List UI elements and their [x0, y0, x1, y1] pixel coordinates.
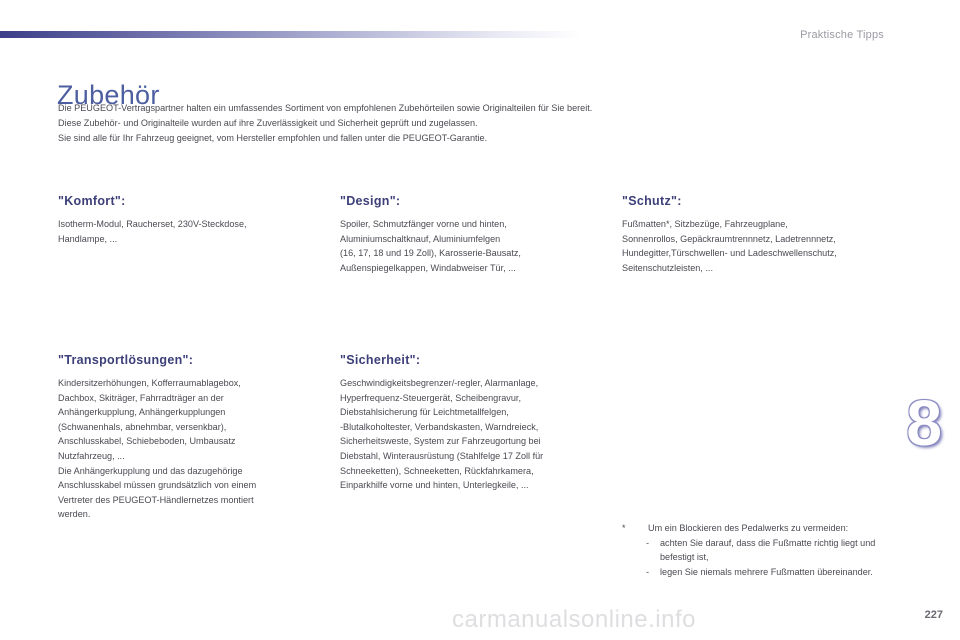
category-text: Geschwindigkeitsbegrenzer/-regler, Alarmanlage, Hyperfrequenz-Steuergerät, Scheibengravur, Diebstahlsicherung für Leichtmetallfelgen, -Blutalkoholtester, Verbandskasten, Warndreieck, Sicherheitsweste, System zur Fahrzeugortung bei Diebstahl, Winterausrüstung (Stahlfelge 17 Zoll für Schneeketten), Schneeketten, Rückfahrkamera, Einparkhilfe vorne und hinten, Unterlegkeile, ... — [340, 378, 544, 491]
page-title: Zubehör — [57, 80, 160, 111]
footnote-text: Um ein Blockieren des Pedalwerks zu vermeiden: — [648, 523, 849, 533]
category-komfort — [58, 194, 308, 246]
page-number: 227 — [924, 609, 943, 621]
intro-paragraph: Die PEUGEOT-Vertragspartner halten ein umfassendes Sortiment von empfohlenen Zubehörteilen sowie Originalteilen für Sie bereit. — [58, 103, 593, 113]
intro-paragraph: Diese Zubehör- und Originalteile wurden auf ihre Zuverlässigkeit und Sicherheit geprüft und zugelassen. — [58, 118, 478, 128]
category-text: Kindersitzerhöhungen, Kofferraumablagebox, Dachbox, Skiträger, Fahrradträger an der Anhängerkupplung, Anhängerkupplungen (Schwanenhals, abnehmbar, versenkbar), Anschlusskabel, Schiebeboden, Umbausatz Nutzfahrzeug, ... Die Anhängerkupplung und das dazugehörige Anschlusskabel müssen grundsätzlich von einem Vertreter des PEUGEOT-Händlernetzes montiert werden. — [58, 378, 257, 520]
category-design — [340, 194, 590, 275]
category-title: "Design": — [340, 194, 401, 208]
category-title: "Transportlösungen": — [58, 353, 194, 367]
category-title: "Komfort": — [58, 194, 126, 208]
footnote-item-text: achten Sie darauf, dass die Fußmatte richtig liegt und befestigt ist, — [660, 537, 876, 563]
header-color-bar — [0, 31, 580, 38]
section-title: Praktische Tipps — [800, 29, 884, 41]
intro-paragraph: Sie sind alle für Ihr Fahrzeug geeignet, vom Hersteller empfohlen und fallen unter die PEUGEOT-Garantie. — [58, 133, 488, 143]
category-title: "Sicherheit": — [340, 353, 421, 367]
category-schutz — [622, 194, 892, 275]
intro-text — [58, 101, 598, 146]
category-transportloesungen — [58, 353, 308, 522]
footnote-item — [646, 565, 902, 580]
footnote-item-text: legen Sie niemals mehrere Fußmatten übereinander. — [660, 566, 873, 577]
category-text: Spoiler, Schmutzfänger vorne und hinten, Aluminiumschaltknauf, Aluminiumfelgen (16, 17, 18 und 19 Zoll), Karosserie-Bausatz, Außenspiegelkappen, Windabweiser Tür, ... — [340, 219, 521, 273]
category-sicherheit — [340, 353, 590, 493]
footnote-item — [646, 536, 902, 565]
category-title: "Schutz": — [622, 194, 682, 208]
dash-bullet: - — [646, 566, 650, 577]
category-text: Fußmatten*, Sitzbezüge, Fahrzeugplane, Sonnenrollos, Gepäckraumtrennnetz, Ladetrennnetz, Hundegitter,Türschwellen- und Ladeschwellenschutz, Seitenschutzleisten, ... — [622, 219, 837, 273]
footnote-marker: * — [622, 523, 626, 533]
chapter-number: 8 — [906, 387, 942, 459]
category-text: Isotherm-Modul, Raucherset, 230V-Steckdose, Handlampe, ... — [58, 219, 247, 244]
footnote — [622, 521, 902, 579]
dash-bullet: - — [646, 537, 650, 548]
watermark: carmanualsonline.info — [452, 606, 696, 633]
footnote-list — [622, 536, 902, 580]
